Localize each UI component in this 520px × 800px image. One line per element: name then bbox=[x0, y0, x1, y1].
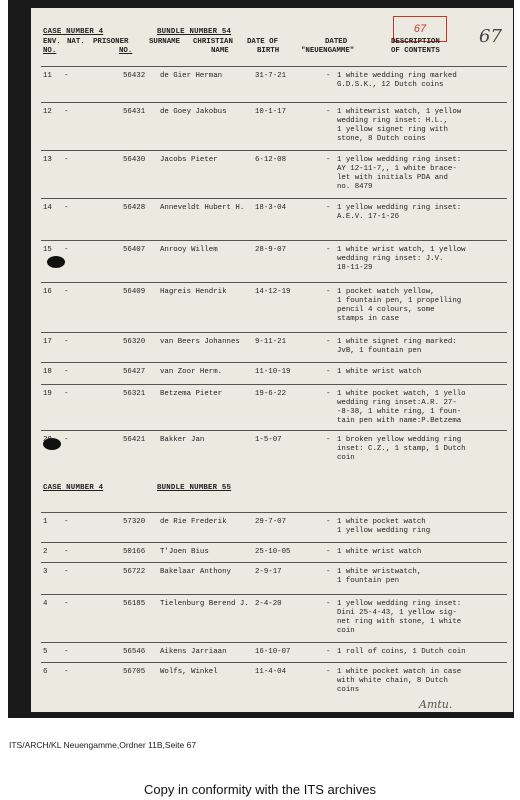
prisoner-number: 56546 bbox=[123, 648, 146, 656]
contents-description: 1 white pocket watch in case with white chain, 8 Dutch coins bbox=[337, 668, 462, 694]
dated-dash: - bbox=[326, 518, 331, 526]
col-description: DESCRIPTION OF CONTENTS bbox=[391, 38, 440, 55]
envelope-number: 16 bbox=[43, 288, 52, 296]
dated-dash: - bbox=[326, 156, 331, 164]
envelope-number: 19 bbox=[43, 390, 52, 398]
date-of-birth: 11-4-04 bbox=[255, 668, 287, 676]
date-of-birth: 28-9-07 bbox=[255, 246, 287, 254]
bundle-number-2: BUNDLE NUMBER 55 bbox=[157, 484, 232, 492]
prisoner-number: 56428 bbox=[123, 204, 146, 212]
prisoner-name: Wolfs, Winkel bbox=[160, 668, 218, 676]
envelope-number: 13 bbox=[43, 156, 52, 164]
prisoner-number: 56320 bbox=[123, 338, 146, 346]
contents-description: 1 whitewrist watch, 1 yellow wedding ring inset: H.L., 1 yellow signet ring with stone, 8 Dutch coins bbox=[337, 108, 462, 143]
prisoner-number: 56185 bbox=[123, 600, 146, 608]
row-divider bbox=[41, 642, 507, 643]
contents-description: 1 yellow wedding ring inset: Dini 25-4-43, 1 yellow sig- net ring with stone, 1 white coin bbox=[337, 600, 462, 635]
nat-dash: - bbox=[64, 648, 69, 656]
prisoner-name: Hagreis Hendrik bbox=[160, 288, 227, 296]
date-of-birth: 25-10-05 bbox=[255, 548, 291, 556]
prisoner-number: 56427 bbox=[123, 368, 146, 376]
dated-dash: - bbox=[326, 548, 331, 556]
prisoner-number: 56705 bbox=[123, 668, 146, 676]
nat-dash: - bbox=[64, 72, 69, 80]
contents-description: 1 white wrist watch bbox=[337, 368, 422, 376]
prisoner-name: Anneveldt Hubert H. bbox=[160, 204, 245, 212]
contents-description: 1 yellow wedding ring inset: AY 12-11-7,, 1 white brace- let with initials PDA and no. 8479 bbox=[337, 156, 462, 191]
signature: Amtu. bbox=[419, 698, 453, 711]
contents-description: 1 yellow wedding ring inset: A.E.V. 17-1-26 bbox=[337, 204, 462, 221]
row-divider bbox=[41, 66, 507, 67]
prisoner-number: 56722 bbox=[123, 568, 146, 576]
prisoner-name: Tielenburg Berend J. bbox=[160, 600, 249, 608]
nat-dash: - bbox=[64, 246, 69, 254]
nat-dash: - bbox=[64, 436, 69, 444]
row-divider bbox=[41, 594, 507, 595]
contents-description: 1 white signet ring marked: JvB, 1 fountain pen bbox=[337, 338, 457, 355]
date-of-birth: 29-7-07 bbox=[255, 518, 287, 526]
contents-description: 1 roll of coins, 1 Dutch coin bbox=[337, 648, 466, 656]
dated-dash: - bbox=[326, 288, 331, 296]
contents-description: 1 white wristwatch, 1 fountain pen bbox=[337, 568, 422, 585]
prisoner-number: 56409 bbox=[123, 288, 146, 296]
archive-caption: ITS/ARCH/KL Neuengamme,Ordner 11B,Seite 67 bbox=[9, 740, 197, 750]
case-number-2: CASE NUMBER 4 bbox=[43, 484, 104, 492]
envelope-number: 6 bbox=[43, 668, 48, 676]
envelope-number: 12 bbox=[43, 108, 52, 116]
nat-dash: - bbox=[64, 338, 69, 346]
prisoner-number: 50166 bbox=[123, 548, 146, 556]
contents-description: 1 broken yellow wedding ring inset: C.Z., 1 stamp, 1 Dutch coin bbox=[337, 436, 466, 462]
nat-dash: - bbox=[64, 548, 69, 556]
row-divider bbox=[41, 332, 507, 333]
row-divider bbox=[41, 562, 507, 563]
envelope-number: 11 bbox=[43, 72, 52, 80]
ink-blot bbox=[47, 256, 65, 268]
date-of-birth: 19-6-22 bbox=[255, 390, 287, 398]
prisoner-number: 56407 bbox=[123, 246, 146, 254]
row-divider bbox=[41, 430, 507, 431]
envelope-number: 18 bbox=[43, 368, 52, 376]
row-divider bbox=[41, 362, 507, 363]
envelope-number: 1 bbox=[43, 518, 48, 526]
dated-dash: - bbox=[326, 108, 331, 116]
date-of-birth: 16-10-07 bbox=[255, 648, 291, 656]
nat-dash: - bbox=[64, 368, 69, 376]
nat-dash: - bbox=[64, 568, 69, 576]
row-divider bbox=[41, 512, 507, 513]
prisoner-name: Betzema Pieter bbox=[160, 390, 223, 398]
ink-blot bbox=[43, 438, 61, 450]
contents-description: 1 pocket watch yellow, 1 fountain pen, 1 propelling pencil 4 colours, some stamps in case bbox=[337, 288, 462, 323]
bundle-number: BUNDLE NUMBER 54 bbox=[157, 28, 232, 36]
col-nat: NAT. bbox=[67, 38, 85, 46]
handwritten-page-number: 67 bbox=[479, 26, 502, 47]
prisoner-name: Jacobs Pieter bbox=[160, 156, 218, 164]
conformity-footer: Copy in conformity with the ITS archives bbox=[144, 782, 376, 797]
nat-dash: - bbox=[64, 600, 69, 608]
envelope-number: 14 bbox=[43, 204, 52, 212]
date-of-birth: 9-11-21 bbox=[255, 338, 287, 346]
envelope-number: 2 bbox=[43, 548, 48, 556]
nat-dash: - bbox=[64, 288, 69, 296]
col-christian: CHRISTIAN NAME bbox=[193, 38, 233, 55]
prisoner-name: de Rie Frederik bbox=[160, 518, 227, 526]
dated-dash: - bbox=[326, 648, 331, 656]
nat-dash: - bbox=[64, 668, 69, 676]
row-divider bbox=[41, 384, 507, 385]
prisoner-name: de Goey Jakobus bbox=[160, 108, 227, 116]
date-of-birth: 2-9-17 bbox=[255, 568, 282, 576]
prisoner-number: 56430 bbox=[123, 156, 146, 164]
date-of-birth: 18-3-04 bbox=[255, 204, 287, 212]
col-dated: DATED "NEUENGAMME" bbox=[301, 38, 355, 55]
dated-dash: - bbox=[326, 668, 331, 676]
prisoner-name: Anrooy Willem bbox=[160, 246, 218, 254]
col-prisoner: PRISONER NO. bbox=[93, 38, 133, 55]
row-divider bbox=[41, 542, 507, 543]
contents-description: 1 white wedding ring marked G.D.S.K., 12 Dutch coins bbox=[337, 72, 457, 89]
date-of-birth: 1-5-07 bbox=[255, 436, 282, 444]
dated-dash: - bbox=[326, 436, 331, 444]
prisoner-number: 56432 bbox=[123, 72, 146, 80]
contents-description: 1 white wrist watch bbox=[337, 548, 422, 556]
envelope-number: 3 bbox=[43, 568, 48, 576]
prisoner-number: 56321 bbox=[123, 390, 146, 398]
document-page bbox=[31, 8, 513, 712]
date-of-birth: 10-1-17 bbox=[255, 108, 287, 116]
row-divider bbox=[41, 662, 507, 663]
contents-description: 1 white wrist watch, 1 yellow wedding ring inset: J.V. 18-11-29 bbox=[337, 246, 466, 272]
envelope-number: 4 bbox=[43, 600, 48, 608]
contents-description: 1 white pocket watch, 1 yello wedding ring inset:A.R. 27- -8-38, 1 white ring, 1 foun- tain pen with name:P.Betzema bbox=[337, 390, 466, 425]
dated-dash: - bbox=[326, 204, 331, 212]
date-of-birth: 6-12-08 bbox=[255, 156, 287, 164]
prisoner-name: de Gier Herman bbox=[160, 72, 223, 80]
prisoner-name: Bakelaar Anthony bbox=[160, 568, 231, 576]
date-of-birth: 31-7-21 bbox=[255, 72, 287, 80]
dated-dash: - bbox=[326, 72, 331, 80]
row-divider bbox=[41, 282, 507, 283]
nat-dash: - bbox=[64, 390, 69, 398]
row-divider bbox=[41, 198, 507, 199]
page-number-stamp: 67 bbox=[393, 16, 447, 42]
prisoner-name: Bakker Jan bbox=[160, 436, 205, 444]
case-number: CASE NUMBER 4 bbox=[43, 28, 104, 36]
envelope-number: 17 bbox=[43, 338, 52, 346]
prisoner-number: 56421 bbox=[123, 436, 146, 444]
nat-dash: - bbox=[64, 108, 69, 116]
contents-description: 1 white pocket watch 1 yellow wedding ring bbox=[337, 518, 431, 535]
col-surname: SURNAME bbox=[149, 38, 181, 46]
date-of-birth: 11-10-19 bbox=[255, 368, 291, 376]
row-divider bbox=[41, 102, 507, 103]
dated-dash: - bbox=[326, 390, 331, 398]
nat-dash: - bbox=[64, 204, 69, 212]
nat-dash: - bbox=[64, 518, 69, 526]
date-of-birth: 14-12-19 bbox=[255, 288, 291, 296]
row-divider bbox=[41, 240, 507, 241]
prisoner-number: 57320 bbox=[123, 518, 146, 526]
document-scan bbox=[8, 0, 514, 718]
dated-dash: - bbox=[326, 338, 331, 346]
envelope-number: 5 bbox=[43, 648, 48, 656]
prisoner-name: van Zoor Herm. bbox=[160, 368, 223, 376]
dated-dash: - bbox=[326, 568, 331, 576]
envelope-number: 15 bbox=[43, 246, 52, 254]
prisoner-number: 56431 bbox=[123, 108, 146, 116]
col-env: ENV. NO. bbox=[43, 38, 61, 55]
col-dob: DATE OF BIRTH bbox=[247, 38, 280, 55]
prisoner-name: Aikens Jarriaan bbox=[160, 648, 227, 656]
row-divider bbox=[41, 150, 507, 151]
dated-dash: - bbox=[326, 368, 331, 376]
prisoner-name: van Beers Johannes bbox=[160, 338, 240, 346]
nat-dash: - bbox=[64, 156, 69, 164]
prisoner-name: T'Joen Bius bbox=[160, 548, 209, 556]
dated-dash: - bbox=[326, 600, 331, 608]
date-of-birth: 2-4-20 bbox=[255, 600, 282, 608]
dated-dash: - bbox=[326, 246, 331, 254]
